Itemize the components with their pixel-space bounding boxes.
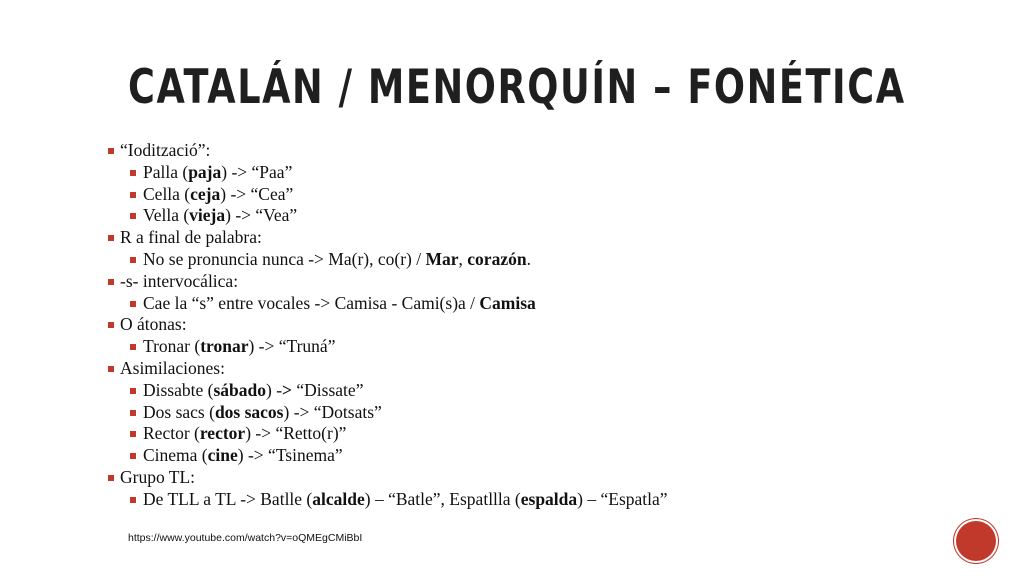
bold-term: corazón xyxy=(467,248,527,269)
bold-term: > xyxy=(282,379,293,400)
bullet-text: O átonas: xyxy=(120,314,187,335)
page-number-badge xyxy=(956,521,996,561)
sub-bullet-item xyxy=(108,336,968,358)
slide-content xyxy=(108,140,968,511)
bold-term: ceja xyxy=(190,183,221,204)
bold-term: tronar xyxy=(200,336,249,357)
sub-bullet-item xyxy=(108,205,968,227)
bullet-list xyxy=(108,140,968,511)
bullet-text: ) – “Espatla” xyxy=(577,488,668,509)
square-bullet-icon xyxy=(130,388,136,394)
bullet-text: ) -> “Tsinema” xyxy=(237,445,343,466)
bullet-text: ) -> “Truná” xyxy=(248,336,336,357)
bullet-text: Cinema ( xyxy=(143,445,208,466)
bold-term: sábado xyxy=(213,379,267,400)
bullet-text: Cae la “s” entre vocales -> Camisa - Cami(s)a / xyxy=(143,292,480,313)
bullet-text: ) -> “Cea” xyxy=(220,183,294,204)
bullet-text: No se pronuncia nunca -> Ma(r), co(r) / xyxy=(143,248,426,269)
slide-title: CATALÁN / MENORQUÍN – FONÉTICA xyxy=(128,60,906,115)
bullet-text: Dos sacs ( xyxy=(143,401,215,422)
bullet-item xyxy=(108,140,968,162)
square-bullet-icon xyxy=(108,148,114,154)
bullet-text: Vella ( xyxy=(143,205,190,226)
bullet-text: “Dissate” xyxy=(292,379,364,400)
sub-bullet-item xyxy=(108,162,968,184)
bullet-text: ) -> “Retto(r)” xyxy=(245,423,347,444)
bullet-item xyxy=(108,467,968,489)
bullet-text: Asimilaciones: xyxy=(120,357,225,378)
bullet-text: De TLL a TL -> Batlle ( xyxy=(143,488,313,509)
bullet-text: ) -> “Vea” xyxy=(225,205,298,226)
bullet-text: ) -> “Dotsats” xyxy=(283,401,382,422)
square-bullet-icon xyxy=(130,431,136,437)
bullet-text: . xyxy=(526,248,531,269)
bullet-text: Tronar ( xyxy=(143,336,201,357)
sub-bullet-item xyxy=(108,184,968,206)
square-bullet-icon xyxy=(130,453,136,459)
bold-term: dos sacos xyxy=(214,401,284,422)
bullet-text: , xyxy=(458,248,468,269)
bullet-item xyxy=(108,271,968,293)
square-bullet-icon xyxy=(130,344,136,350)
bullet-text: Rector ( xyxy=(143,423,200,444)
square-bullet-icon xyxy=(130,257,136,263)
square-bullet-icon xyxy=(108,279,114,285)
bullet-item xyxy=(108,227,968,249)
bold-term: Camisa xyxy=(479,292,536,313)
bold-term: alcalde xyxy=(312,488,365,509)
bullet-text: Palla ( xyxy=(143,161,189,182)
sub-bullet-item xyxy=(108,423,968,445)
bullet-text: Cella ( xyxy=(143,183,191,204)
bold-term: cine xyxy=(207,445,238,466)
square-bullet-icon xyxy=(108,235,114,241)
top-accent-bar xyxy=(0,0,1024,6)
bullet-text: Dissabte ( xyxy=(143,379,214,400)
bold-term: vieja xyxy=(189,205,226,226)
bullet-text: ) – “Batle”, Espatllla ( xyxy=(364,488,521,509)
square-bullet-icon xyxy=(130,410,136,416)
bold-term: espalda xyxy=(520,488,578,509)
bullet-text: Grupo TL: xyxy=(120,466,196,487)
bullet-item xyxy=(108,314,968,336)
sub-bullet-item xyxy=(108,249,968,271)
bold-term: paja xyxy=(188,161,222,182)
square-bullet-icon xyxy=(108,475,114,481)
sub-bullet-item xyxy=(108,293,968,315)
sub-bullet-item xyxy=(108,380,968,402)
bullet-text: -s- intervocálica: xyxy=(120,270,239,291)
bullet-text: ) -> “Paa” xyxy=(221,161,293,182)
square-bullet-icon xyxy=(130,170,136,176)
bold-term: rector xyxy=(199,423,246,444)
source-link[interactable]: https://www.youtube.com/watch?v=oQMEgCMiBbI xyxy=(128,532,363,544)
bullet-item xyxy=(108,358,968,380)
bold-term: Mar xyxy=(425,248,459,269)
bullet-text: R a final de palabra: xyxy=(120,227,262,248)
bullet-text: “Iodització”: xyxy=(120,140,211,160)
bullet-text: ) - xyxy=(266,379,283,400)
square-bullet-icon xyxy=(130,192,136,198)
sub-bullet-item xyxy=(108,489,968,511)
sub-bullet-item xyxy=(108,402,968,424)
square-bullet-icon xyxy=(130,213,136,219)
square-bullet-icon xyxy=(130,497,136,503)
sub-bullet-item xyxy=(108,445,968,467)
square-bullet-icon xyxy=(130,301,136,307)
square-bullet-icon xyxy=(108,322,114,328)
square-bullet-icon xyxy=(108,366,114,372)
